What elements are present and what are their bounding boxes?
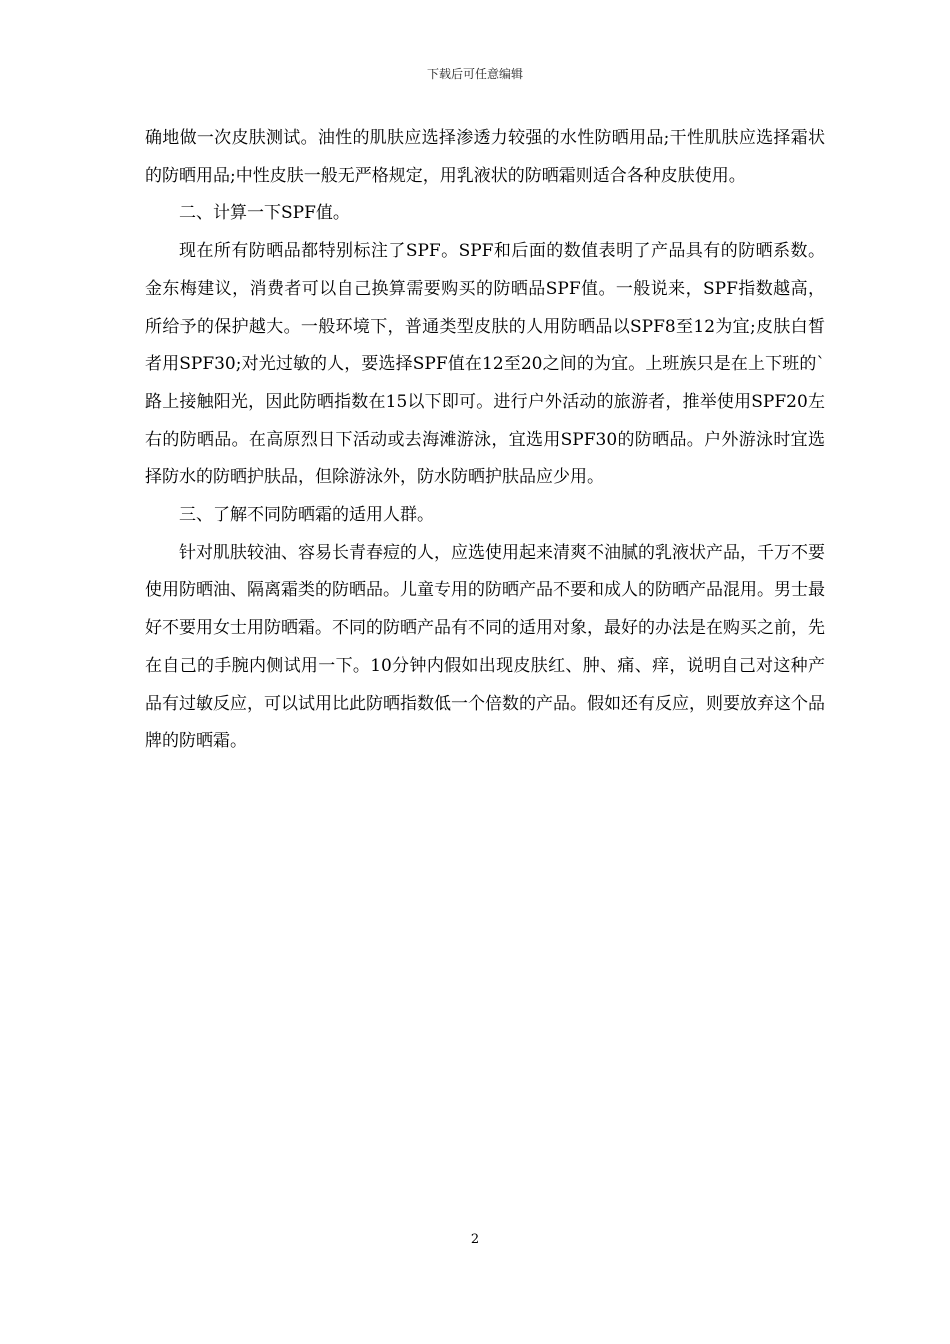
document-body: [145, 120, 825, 761]
heading-suitable-groups: 三、了解不同防晒霜的适用人群。: [179, 505, 434, 526]
heading-calculate-spf: 二、计算一下SPF值。: [179, 203, 350, 224]
page-number: 2: [470, 1232, 480, 1247]
paragraph-suitable-groups: 针对肌肤较油、容易长青春痘的人，应选使用起来清爽不油腻的乳液状产品，千万不要使用防晒油、隔离霜类的防晒品。儿童专用的防晒产品不要和成人的防晒产品混用。男士最好不要用女士用防晒霜。不同的防晒产品有不同的适用对象，最好的办法是在购买之前，先在自己的手腕内侧试用一下。10分钟内假如出现皮肤红、肿、痛、痒，说明自己对这种产品有过敏反应，可以试用比此防晒指数低一个倍数的产品。假如还有反应，则要放弃这个品牌的防晒霜。: [145, 542, 825, 752]
paragraph-skin-test: 确地做一次皮肤测试。油性的肌肤应选择渗透力较强的水性防晒用品;干性肌肤应选择霜状的防晒用品;中性皮肤一般无严格规定，用乳液状的防晒霜则适合各种皮肤使用。: [145, 128, 825, 186]
paragraph-spf-values: 现在所有防晒品都特别标注了SPF。SPF和后面的数值表明了产品具有的防晒系数。金东梅建议，消费者可以自己换算需要购买的防晒品SPF值。一般说来，SPF指数越高，所给予的保护越大。一般环境下，普通类型皮肤的人用防晒品以SPF8至12为宜;皮肤白皙者用SPF30;对光过敏的人，要选择SPF值在12至20之间的为宜。上班族只是在上下班的`路上接触阳光，因此防晒指数在15以下即可。进行户外活动的旅游者，推举使用SPF20左右的防晒品。在高原烈日下活动或去海滩游泳，宜选用SPF30的防晒品。户外游泳时宜选择防水的防晒护肤品，但除游泳外，防水防晒护肤品应少用。: [145, 241, 825, 488]
page-header: 下载后可任意编辑: [426, 67, 523, 81]
